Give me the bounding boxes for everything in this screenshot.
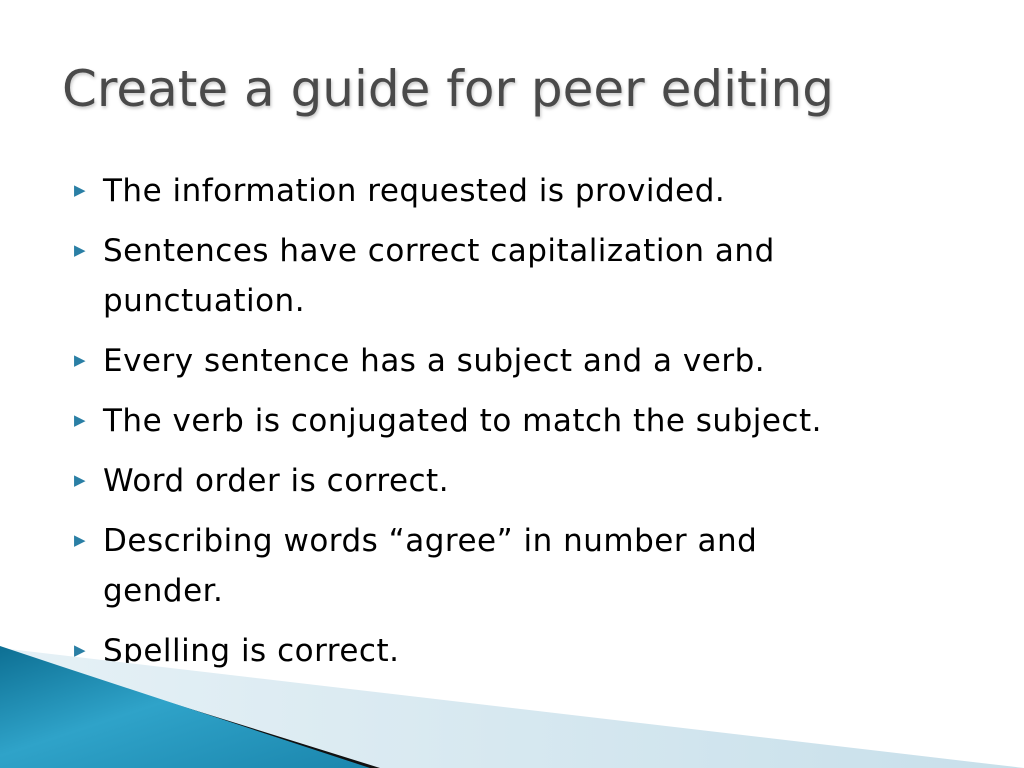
bullet-text xyxy=(103,226,974,326)
bullet-arrow-icon: ▶ xyxy=(74,531,86,549)
corner-swoosh-decoration xyxy=(0,640,1024,768)
bullet-line: Describing words “agree” in number and xyxy=(103,523,758,559)
bullet-line: Word order is correct. xyxy=(103,463,450,499)
bullet-item xyxy=(74,226,974,326)
bullet-arrow-icon: ▶ xyxy=(74,241,86,259)
bullet-item xyxy=(74,516,974,616)
bullet-item xyxy=(74,166,974,216)
bullet-text xyxy=(103,396,974,446)
bullet-text xyxy=(103,336,974,386)
bullet-list xyxy=(74,166,974,686)
bullet-line: Sentences have correct capitalization and xyxy=(103,233,775,269)
bullet-arrow-icon: ▶ xyxy=(74,351,86,369)
bullet-text xyxy=(103,456,974,506)
bullet-arrow-icon: ▶ xyxy=(74,641,86,659)
bullet-arrow-icon: ▶ xyxy=(74,181,86,199)
bullet-line: gender. xyxy=(103,573,224,609)
bullet-text xyxy=(103,166,974,216)
bullet-line: The verb is conjugated to match the subject. xyxy=(103,403,822,439)
bullet-line: The information requested is provided. xyxy=(103,173,726,209)
bullet-line: punctuation. xyxy=(103,283,306,319)
bullet-arrow-icon: ▶ xyxy=(74,411,86,429)
bullet-item xyxy=(74,396,974,446)
bullet-item xyxy=(74,336,974,386)
slide-title: Create a guide for peer editing xyxy=(62,60,834,118)
bullet-line: Spelling is correct. xyxy=(103,633,400,669)
bullet-text xyxy=(103,516,974,616)
bullet-line: Every sentence has a subject and a verb. xyxy=(103,343,766,379)
bullet-arrow-icon: ▶ xyxy=(74,471,86,489)
bullet-item xyxy=(74,456,974,506)
